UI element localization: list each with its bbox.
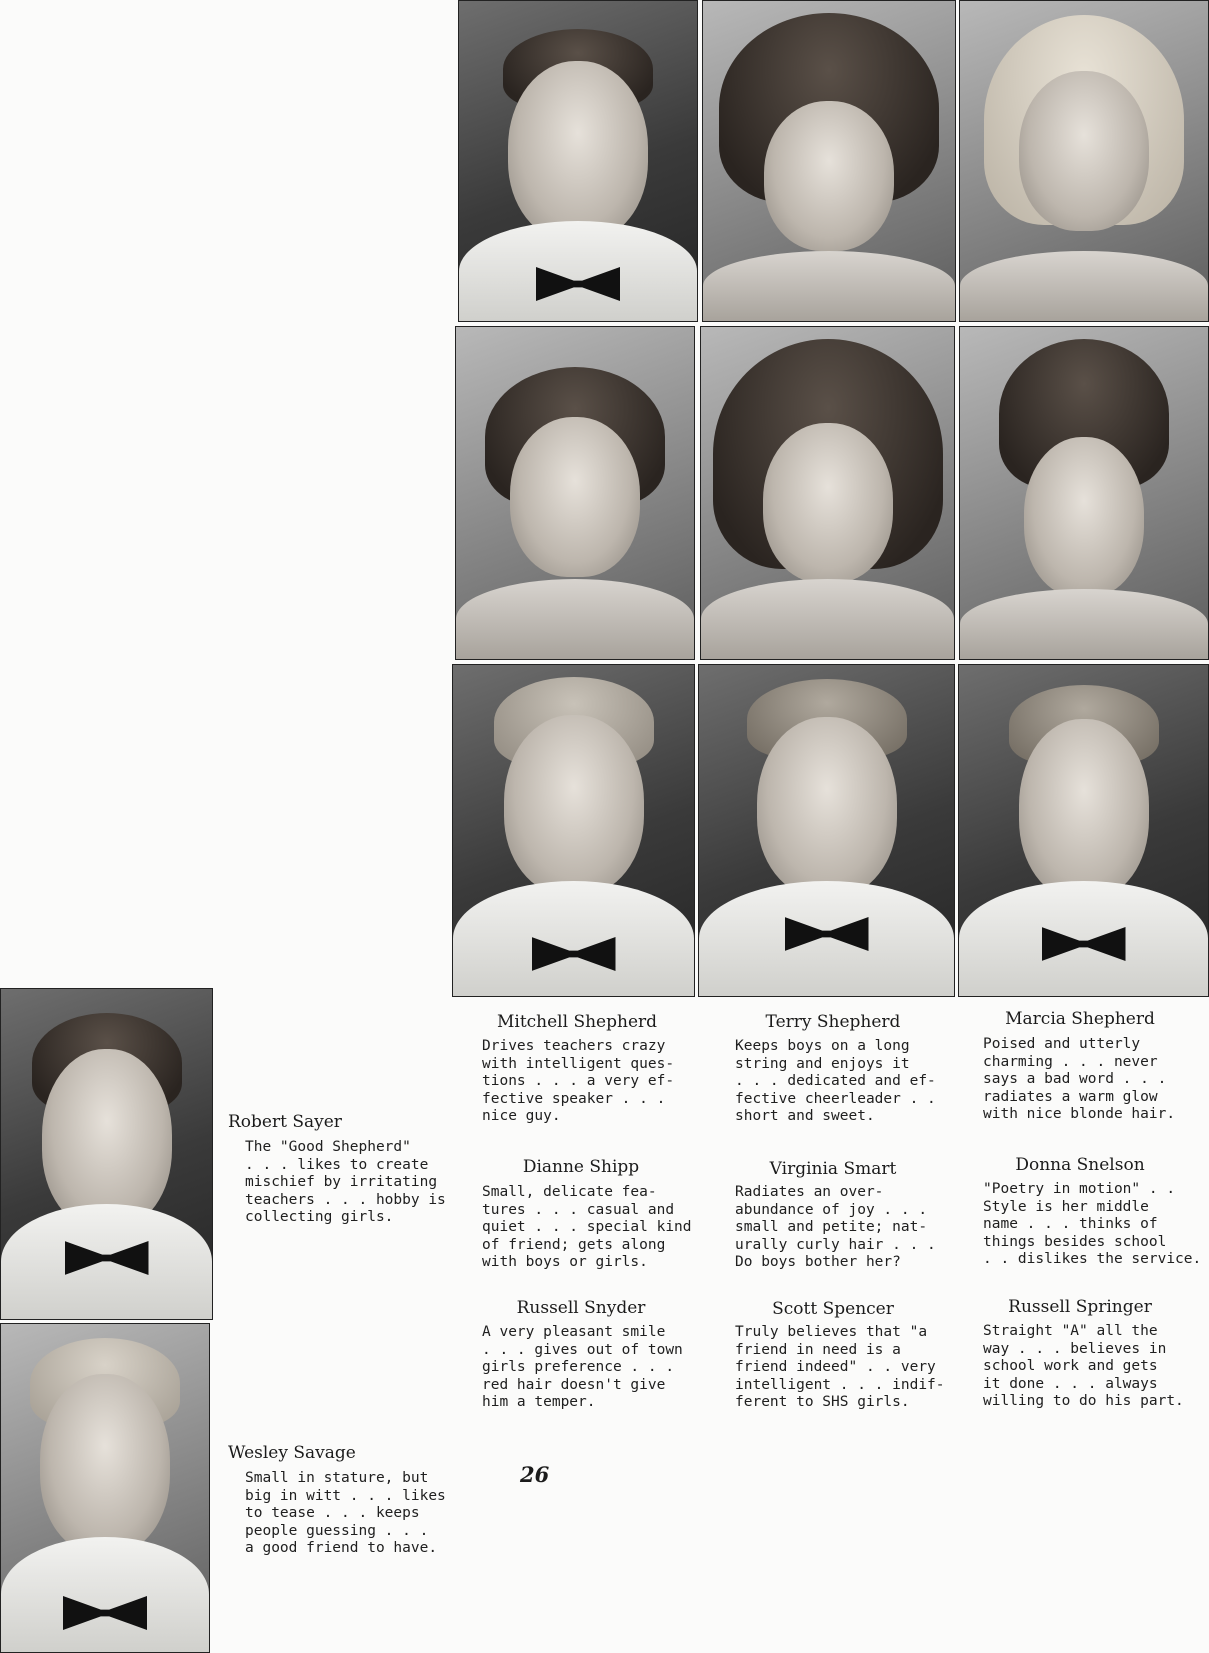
student-name: Donna Snelson bbox=[1015, 1155, 1145, 1175]
student-description: Small in stature, but big in witt . . . likes to tease . . . keeps people guessing . . . a good friend to have. bbox=[245, 1470, 446, 1556]
portrait-photo-scott-spencer bbox=[698, 664, 955, 997]
student-description: Straight "A" all the way . . . believes in school work and gets it done . . . always willing to do his part. bbox=[983, 1323, 1184, 1409]
portrait-photo-dianne-shipp bbox=[455, 326, 695, 660]
student-description: Radiates an over- abundance of joy . . . small and petite; nat- urally curly hair . . . Do boys bother her? bbox=[735, 1184, 936, 1270]
portrait-photo-virginia-smart bbox=[700, 326, 955, 660]
student-description: Keeps boys on a long string and enjoys it . . . dedicated and ef- fective cheerleader . . short and sweet. bbox=[735, 1038, 936, 1124]
student-name: Robert Sayer bbox=[228, 1112, 342, 1132]
student-description: Poised and utterly charming . . . never says a bad word . . . radiates a warm glow with nice blonde hair. bbox=[983, 1036, 1176, 1122]
student-name: Terry Shepherd bbox=[765, 1012, 901, 1032]
portrait-photo-russell-snyder bbox=[452, 664, 695, 997]
portrait-photo-russell-springer bbox=[958, 664, 1209, 997]
student-description: A very pleasant smile . . . gives out of town girls preference . . . red hair doesn't give him a temper. bbox=[482, 1324, 683, 1410]
portrait-photo-robert-sayer bbox=[0, 988, 213, 1320]
student-description: Small, delicate fea- tures . . . casual and quiet . . . special kind of friend; gets along with boys or girls. bbox=[482, 1184, 692, 1270]
portrait-photo-donna-snelson bbox=[959, 326, 1209, 660]
portrait-photo-mitchell-shepherd bbox=[458, 0, 698, 322]
portrait-photo-terry-shepherd bbox=[702, 0, 956, 322]
page-number: 26 bbox=[520, 1462, 550, 1487]
student-description: "Poetry in motion" . . Style is her middle name . . . thinks of things besides school . . dislikes the service. bbox=[983, 1181, 1202, 1267]
student-name: Marcia Shepherd bbox=[1005, 1009, 1155, 1029]
student-name: Virginia Smart bbox=[769, 1159, 897, 1179]
student-name: Wesley Savage bbox=[228, 1443, 356, 1463]
student-name: Russell Springer bbox=[1008, 1297, 1152, 1317]
student-name: Russell Snyder bbox=[516, 1298, 646, 1318]
student-name: Dianne Shipp bbox=[522, 1157, 640, 1177]
student-name: Scott Spencer bbox=[772, 1299, 894, 1319]
student-name: Mitchell Shepherd bbox=[496, 1012, 658, 1032]
portrait-photo-wesley-savage bbox=[0, 1323, 210, 1653]
student-description: The "Good Shepherd" . . . likes to create mischief by irritating teachers . . . hobby is collecting girls. bbox=[245, 1139, 446, 1225]
student-description: Drives teachers crazy with intelligent ques- tions . . . a very ef- fective speaker . . . nice guy. bbox=[482, 1038, 675, 1124]
student-description: Truly believes that "a friend in need is a friend indeed" . . very intelligent . . . indif- ferent to SHS girls. bbox=[735, 1324, 945, 1410]
portrait-photo-marcia-shepherd bbox=[959, 0, 1209, 322]
